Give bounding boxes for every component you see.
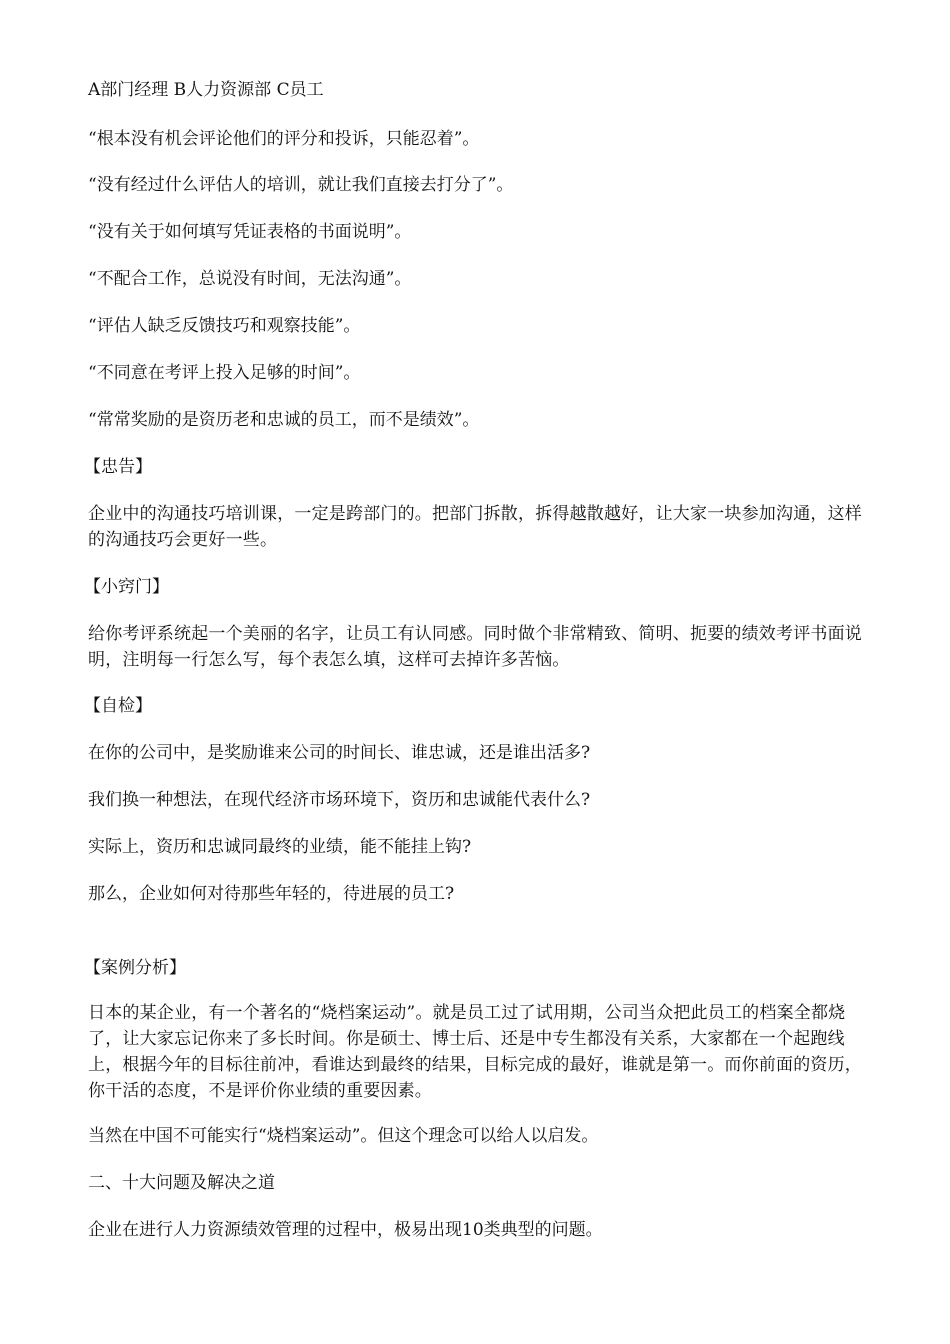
case-paragraph: 日本的某企业，有一个著名的“烧档案运动”。就是员工过了试用期，公司当众把此员工的档案全都烧了，让大家忘记你来了多长时间。你是硕士、博士后、还是中专生都没有关系，大家都在一个起跑线上，根据今年的目标往前冲，看谁达到最终的结果，目标完成的最好，谁就是第一。而你前面的资历，你干活的态度，不是评价你业绩的重要因素。 [88,1003,862,1101]
quote-line: “不配合工作，总说没有时间，无法沟通”。 [88,269,412,289]
quote-line: “常常奖励的是资历老和忠诚的员工，而不是绩效”。 [88,410,480,430]
advice-paragraph: 企业中的沟通技巧培训课，一定是跨部门的。把部门拆散，拆得越散越好，让大家一块参加沟通，这样的沟通技巧会更好一些。 [88,504,862,550]
quote-line: “根本没有机会评论他们的评分和投诉，只能忍着”。 [88,129,480,149]
options-line: A部门经理 B人力资源部 C员工 [88,80,324,100]
tip-paragraph: 给你考评系统起一个美丽的名字，让员工有认同感。同时做个非常精致、简明、扼要的绩效考评书面说明，注明每一行怎么写，每个表怎么填，这样可去掉许多苦恼。 [88,624,862,670]
quote-line: “评估人缺乏反馈技巧和观察技能”。 [88,316,361,336]
case-heading: 【案例分析】 [84,958,186,978]
tip-heading: 【小窍门】 [84,577,169,597]
selfcheck-question: 我们换一种想法，在现代经济市场环境下，资历和忠诚能代表什么? [88,790,591,810]
advice-heading: 【忠告】 [84,457,152,477]
selfcheck-question: 实际上，资历和忠诚同最终的业绩，能不能挂上钩? [88,837,472,857]
section-intro: 企业在进行人力资源绩效管理的过程中，极易出现10类典型的问题。 [88,1220,603,1240]
quote-line: “不同意在考评上投入足够的时间”。 [88,363,361,383]
selfcheck-question: 在你的公司中，是奖励谁来公司的时间长、谁忠诚，还是谁出活多? [88,743,591,763]
selfcheck-heading: 【自检】 [84,696,152,716]
quote-line: “没有经过什么评估人的培训，就让我们直接去打分了”。 [88,175,514,195]
case-conclusion: 当然在中国不可能实行“烧档案运动”。但这个理念可以给人以启发。 [88,1126,599,1146]
selfcheck-question: 那么，企业如何对待那些年轻的，待进展的员工? [88,884,455,904]
quote-line: “没有关于如何填写凭证表格的书面说明”。 [88,222,412,242]
section-title: 二、十大问题及解决之道 [88,1173,275,1193]
